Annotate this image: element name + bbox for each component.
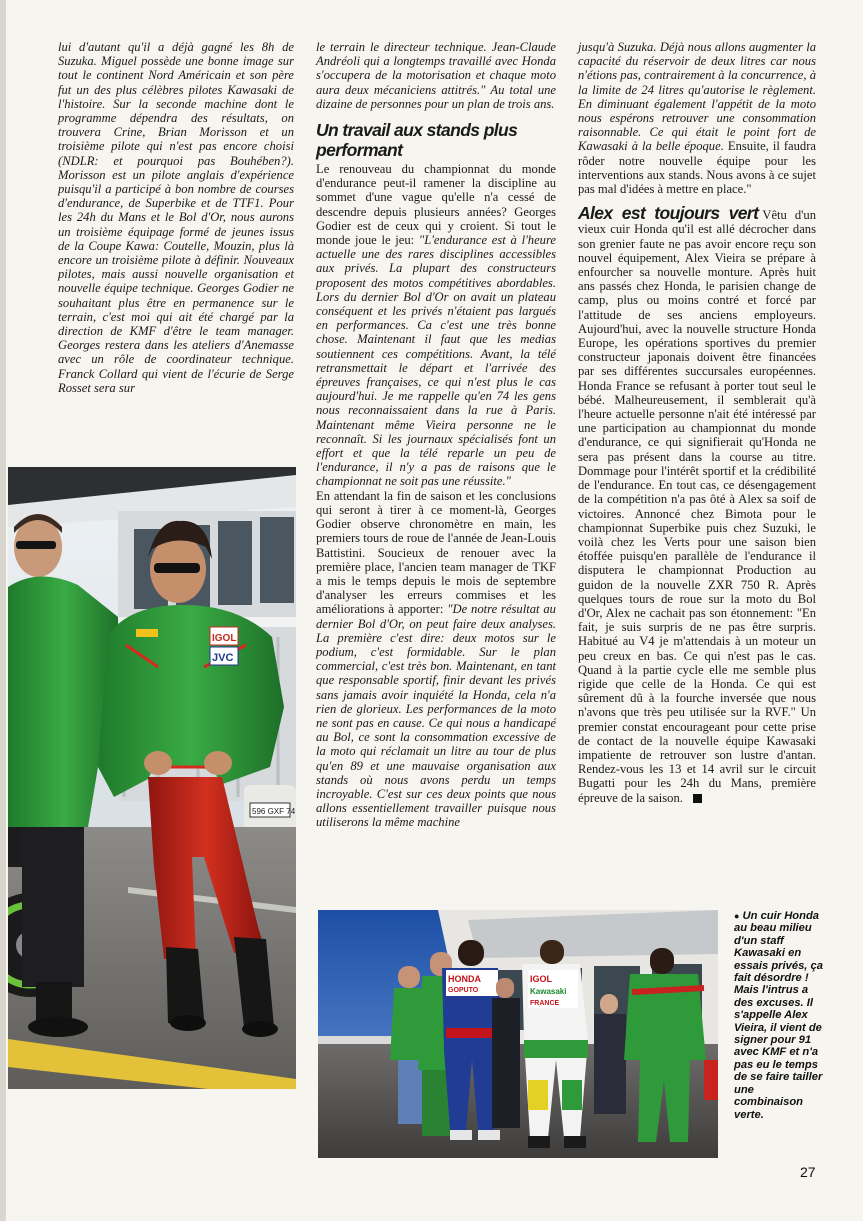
suit-kawasaki-text: Kawasaki [530, 987, 567, 996]
suit-team-text: GOPUTO [448, 987, 479, 994]
section-heading-stands: Un travail aux stands plus performant [316, 120, 518, 161]
photo-caption: ● Un cuir Honda au beau milieu d'un staff Kawasaki en essais privés, ça fait désordre ! Mais l'intrus a des excuses. Il s'appelle Alex Vieira, il vient de signer pour 91 avec KMF et n'a pas eu le temps de se faire tailler une combinaison verte. [734, 910, 823, 1121]
photo-pit-lane-group [318, 910, 718, 1158]
jacket-jvc-patch: JVC [212, 652, 234, 664]
col2-p1-roman: Le renouveau du championnat du monde d'endurance peut-il ramener la discipline au sommet d'une vague qu'elle n'a cessé de descendre depuis plusieurs années? Georges Godier est de ceux qui y croient. Si tout le monde joue le jeu: [316, 162, 556, 248]
page-number: 27 [800, 1164, 816, 1180]
end-mark [693, 794, 702, 803]
col2-paragraph-2 [316, 489, 556, 830]
col3-paragraph-2 [578, 203, 816, 805]
col2-p2-roman: En attendant la fin de saison et les conclusions qui seront à tirer à ce moment-là, Georges Godier observe chronomètre en main, les premiers tours de roue de l'année de Jean-Louis Battistini. Soucieux de renouer avec la première place, l'ancien team manager de TKF a mis le temps depuis le mois de septembre d'analyser les erreurs commises et les améliorations à apporter: [316, 488, 556, 617]
column-2 [316, 40, 556, 830]
column-1 [58, 40, 294, 395]
col2-paragraph-1 [316, 162, 556, 489]
col3-paragraph-1 [578, 40, 816, 196]
col3-p2-roman: Vêtu d'un vieux cuir Honda qu'il est allé décrocher dans son grenier faute ne pas avoir encore reçu son nouvel équipement, Alex Vieira se prépare à enfourcher sa nouvelle monture. Après huit ans passés chez Honda, le parisien change de camp, plus ou moins contré et forcé par l'attitude de ses anciens employeurs. Aujourd'hui, avec la nouvelle structure Honda Europe, les opérations sportives du premier constructeur japonais doivent être financées par ses différentes succursales européennes. Honda France se refusant à porter tout seul le bébé. Malheureusement, il semblerait qu'à l'heure actuelle personne n'ait été intéressé par une participation au championnat du monde d'endurance, ce qui signifierait qu'Honda ne sera pas présent dans la course au titre. Dommage pour l'intérêt sportif et la crédibilité de l'endurance. En tout cas, ce désengagement de la compétition n'a pas ôté à Alex sa soif de victoires. Annoncé chez Bimota pour le championnat Superbike puis chez Suzuki, le voilà chez les Verts pour une saison bien étoffée puisqu'en parallèle de l'endurance il disputera le championnat Production au guidon de la nouvelle ZXR 750 R. Après quelques tours de roue sur la moto du Bol d'Or, Alex ne cachait pas son étonnement: "En fait, je suis surpris de ne pas être surpris. Habitué au V4 je m'attendais à un moteur un peu creux en bas. Ce qui n'est pas le cas. Quand à la partie cycle elle me semble plus rigide que celle de la Honda. Ce qui est sûrement dû à la fourche inversée que nous n'avons que très peu utilisée sur la RVF." Un premier constat encourageant pour cette prise de contact de la nouvelle équipe Kawasaki impatiente de retrouver son lustre d'antan. Rendez-vous les 13 et 14 avril sur le circuit Bugatti pour les 24h du Mans, première épreuve de la saison. [578, 208, 816, 805]
col1-text: lui d'autant qu'il a déjà gagné les 8h de Suzuka. Miguel possède une bonne image sur tout le continent Nord Américain et son père fut un des plus célèbres pilotes Kawasaki de l'histoire. Sur la seconde machine dont le programme dépendra des résultats, on trouvera Crine, Brian Morisson et un troisième pilote qui n'est pas encore choisi (NDLR: et pourquoi pas Bouhében?). Morisson est un pilote anglais d'expérience puisqu'il a participé à bon nombre de courses d'endurance, de Superbike et de TTF1. Pour les 24h du Mans et le Bol d'Or, nous aurons un troisième équipage formé de jeunes issus de la Coupe Kawa: Coutelle, Mouzin, plus là encore un troisième pilote à définir. Nouveaux pilotes, mais aussi nouvelle organisation et nouvelle équipe technique. Georges Godier ne souhaitant plus être en permanence sur le terrain, c'est moi qui ait été chargé par la direction de KMF d'être le team manager. Georges restera dans les ateliers d'Anemasse avec un rôle de coordinateur technique. Franck Collard qui vient de l'écurie de Serge Rosset sera sur [58, 40, 294, 395]
column-3 [578, 40, 816, 805]
suit-igol-text: IGOL [530, 974, 552, 984]
suit-france-text: FRANCE [530, 1000, 560, 1007]
col2-p1-quote: "L'endurance est à l'heure actuelle une des rares disciplines accessibles aux privés. La plupart des constructeurs proposent des motos compétitives abordables. Lors du dernier Bol d'Or on avait un plateau conséquent et les privés n'étaient pas largués en performances. Ca c'est une très bonne chose. Maintenant il faut que les medias soutiennent ces compétitions. Avant, la télé retransmettait le départ et l'arrivée des épreuves françaises, ce qui n'est plus le cas aujourd'hui. Je me rappelle qu'en 74 les gens nous reconnaissaient dans la rue à Paris. Maintenant même Vieira personne ne le reconnaît. Si les journaux spécialisés font un effort et que la télé reparle un peu de l'endurance, il n'y a pas de raisons que le championnat ne soit pas une réussite." [316, 233, 556, 489]
col2-p2-quote: "De notre résultat au dernier Bol d'Or, on peut faire deux analyses. La première c'est dire: deux motos sur le podium, c'est formidable. Sur le plan commercial, c'est très bon. Maintenant, en tant que responsable sportif, finir devant les privés sans jamais avoir inquiété la Honda, cela n'a rien de glorieux. Les performances de la moto ne sont pas en cause. Ce qui nous a handicapé au Bol, ce sont la consommation excessive de la moto qui réclamait un litre au tour de plus qu'en 89 et une mauvaise organisation aux stands où nous avons perdu un temps incroyable. C'est sur ces deux points que nous allons essentiellement travailler puisque nous utiliserons la même machine [316, 602, 556, 830]
col3-p1-quote: jusqu'à Suzuka. Déjà nous allons augmenter la capacité du réservoir de deux litres car nous n'étions pas, contrairement à la concurrence, à la limite de 24 litres qu'autorise le règlement. En diminuant également l'appétit de la moto nous espérons retrouver une consommation raisonnable. Ce qui était le point fort de Kawasaki à la belle époque. [578, 40, 816, 154]
col2-intro: le terrain le directeur technique. Jean-Claude Andréoli qui a longtemps travaillé avec Honda s'occupera de la motorisation et chaque moto aura deux mécaniciens attitrés." Au total une dizaine de personnes pour un plan de trois ans. [316, 40, 556, 111]
photo-team-managers [8, 467, 296, 1089]
caption-text: Un cuir Honda au beau milieu d'un staff Kawasaki en essais privés, ça fait désordre ! Mais l'intrus a des excuses. Il s'appelle Alex Vieira, il vient de signer pour 91 avec KMF et n'a pas eu le temps de se faire tailler une combinaison verte. [734, 910, 823, 1121]
page-edge [0, 0, 6, 1221]
jacket-igol-patch: IGOL [212, 633, 237, 644]
col3-p1-roman: Ensuite, il faudra rôder notre nouvelle équipe pour les interventions aux stands. Nous avons à ce sujet pas mal d'idées à mettre en place." [578, 139, 817, 197]
section-heading-alex: Alex est toujours vert [578, 203, 759, 224]
suit-honda-text: HONDA [448, 974, 481, 984]
photo-pit-lane-group-image [318, 910, 718, 1158]
car-plate: 596 GXF 74 [252, 807, 296, 816]
photo-team-managers-image [8, 467, 296, 1089]
